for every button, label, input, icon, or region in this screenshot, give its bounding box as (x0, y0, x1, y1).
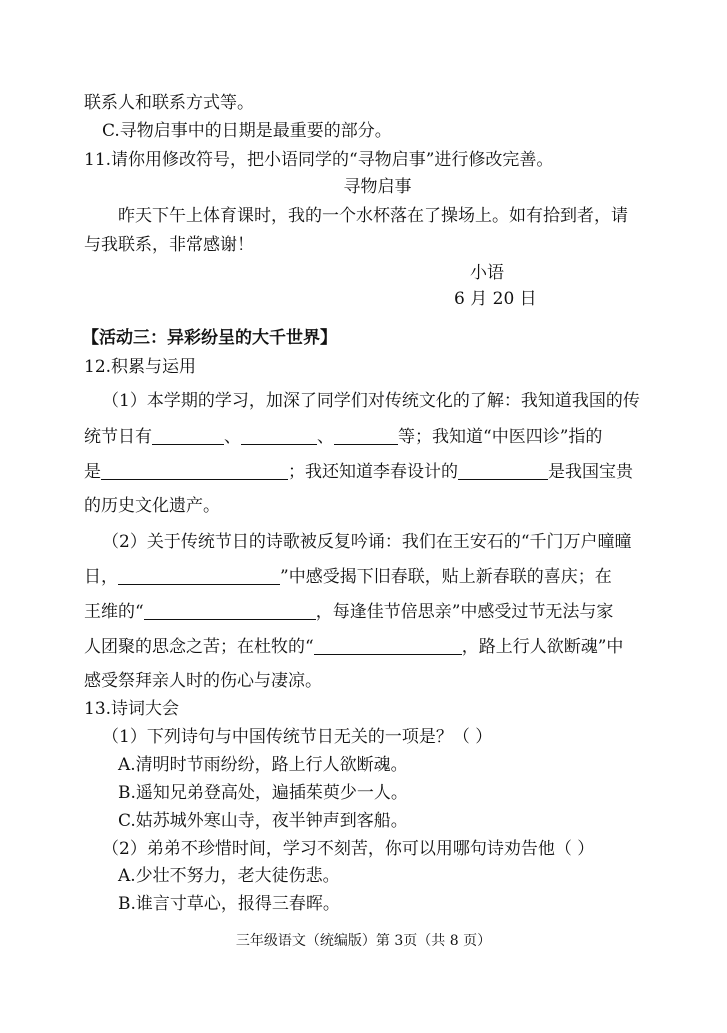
blank-festival-3[interactable] (334, 426, 398, 445)
part-2-line-c (84, 597, 613, 622)
text: 、 (317, 427, 334, 447)
text: 日， (84, 567, 118, 587)
option-13-2-a: A.少壮不努力，老大徒伤悲。 (118, 866, 340, 886)
blank-festival-1[interactable] (152, 426, 224, 445)
line-1: 联系人和联系方式等。 (84, 93, 254, 113)
part-1-line-d: 的历史文化遗产。 (84, 496, 220, 516)
question-11: 11.请你用修改符号，把小语同学的“寻物启事”进行修改完善。 (84, 150, 554, 170)
part-2-line-a: （2）关于传统节日的诗歌被反复吟诵：我们在王安石的“千门万户曈曈 (102, 532, 632, 552)
part-2-line-e: 感受祭拜亲人时的伤心与凄凉。 (84, 671, 322, 691)
text: 统节日有 (84, 427, 152, 447)
text: 人团聚的思念之苦；在杜牧的“ (84, 637, 314, 657)
text: ”中感受揭下旧春联，贴上新春联的喜庆；在 (280, 567, 612, 587)
notice-date: 6 月 20 日 (454, 289, 537, 309)
part-2-line-b (84, 562, 612, 587)
option-13-1-a: A.清明时节雨纷纷，路上行人欲断魂。 (118, 755, 408, 775)
part-1-line-c (84, 457, 633, 482)
blank-festival-2[interactable] (241, 426, 317, 445)
text: 是 (84, 462, 101, 482)
notice-title: 寻物启事 (343, 177, 412, 197)
blank-du-mu[interactable] (314, 636, 462, 655)
text: ；我还知道李春设计的 (288, 462, 458, 482)
part-1-line-a: （1）本学期的学习，加深了同学们对传统文化的了解：我知道我国的传 (102, 391, 640, 411)
blank-li-chun-design[interactable] (458, 461, 548, 480)
notice-body-2: 与我联系，非常感谢！ (84, 235, 254, 255)
option-13-2-b: B.谁言寸草心，报得三春晖。 (118, 894, 340, 914)
activity-3-heading: 【活动三：异彩纷呈的大千世界】 (82, 328, 337, 348)
option-c: C.寻物启事中的日期是最重要的部分。 (102, 121, 392, 141)
part-2-line-d (84, 632, 623, 657)
text: 等；我知道“中医四诊”指的 (398, 427, 603, 447)
option-13-1-c: C.姑苏城外寒山寺，夜半钟声到客船。 (118, 811, 408, 831)
option-13-1-b: B.遥知兄弟登高处，遍插茱萸少一人。 (118, 783, 408, 803)
question-12: 12.积累与运用 (84, 357, 197, 377)
blank-wang-wei[interactable] (144, 601, 316, 620)
question-13: 13.诗词大会 (84, 699, 180, 719)
blank-wang-anshi[interactable] (118, 566, 280, 585)
notice-body-1: 昨天下午上体育课时，我的一个水杯落在了操场上。如有拾到者，请 (118, 206, 628, 226)
text: ，路上行人欲断魂”中 (461, 637, 624, 657)
text: 、 (224, 427, 241, 447)
text: 王维的“ (84, 602, 144, 622)
text: 是我国宝贵 (548, 462, 633, 482)
question-13-2: （2）弟弟不珍惜时间，学习不刻苦，你可以用哪句诗劝告他（ ） (102, 839, 595, 859)
text: ，每逢佳节倍思亲”中感受过节无法与家 (315, 602, 614, 622)
notice-signature: 小语 (470, 263, 504, 283)
question-13-1: （1）下列诗句与中国传统节日无关的一项是？（ ） (102, 727, 493, 747)
page-footer: 三年级语文（统编版）第 3页（共 8 页） (235, 933, 492, 949)
blank-four-diagnosis[interactable] (101, 461, 288, 480)
part-1-line-b (84, 422, 602, 447)
